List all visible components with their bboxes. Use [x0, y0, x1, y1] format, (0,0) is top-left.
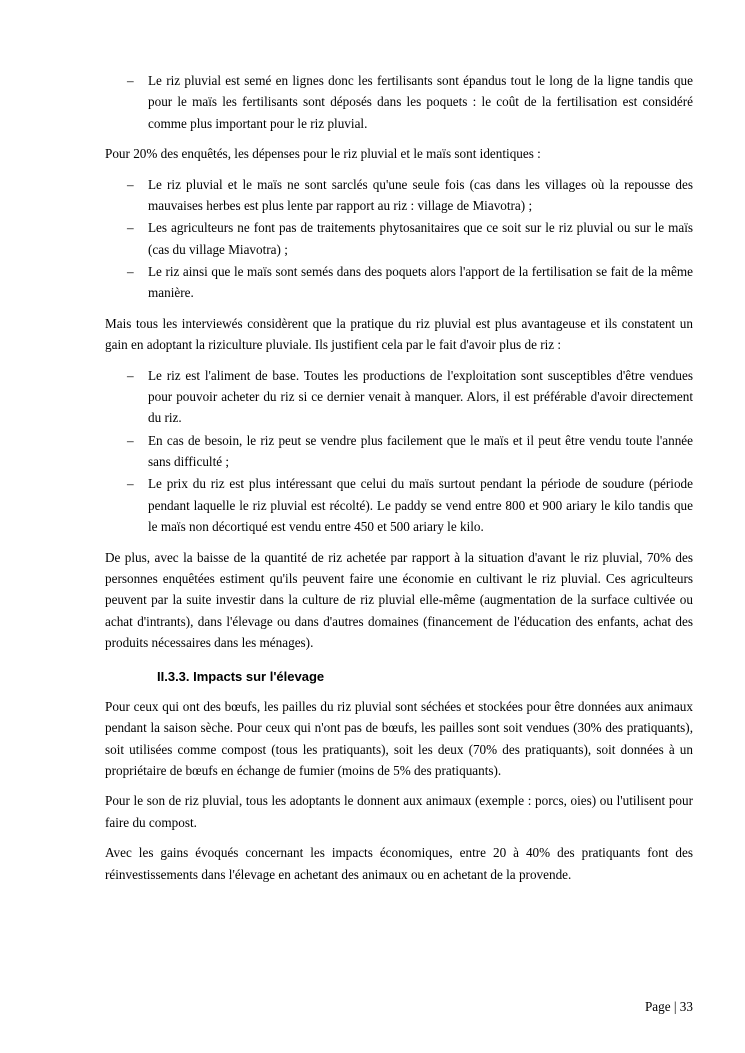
paragraph: Pour ceux qui ont des bœufs, les pailles du riz pluvial sont séchées et stockées pour être données aux animaux pendant la saison sèche. Pour ceux qui n'ont pas de bœufs, les pailles sont soit vendues (30% des pratiquants), soit utilisées comme compost (tous les pratiquants), soit les deux (70% des pratiquants), soit données à un propriétaire de bœufs en échange de fumier (moins de 5% des pratiquants). [105, 698, 693, 778]
list-item [105, 217, 693, 260]
list-item [105, 174, 693, 217]
list-item-text: Le riz est l'aliment de base. Toutes les productions de l'exploitation sont susceptibles d'être vendues pour pouvoir acheter du riz si ce dernier venait à manquer. Alors, il est préférable d'avoir directement du riz. [148, 367, 693, 426]
paragraph: Pour le son de riz pluvial, tous les adoptants le donnent aux animaux (exemple : porcs, oies) ou l'utilisent pour faire du compost. [105, 793, 693, 830]
list-item-text: Le riz pluvial et le maïs ne sont sarclés qu'une seule fois (cas dans les villages où la repousse des mauvaises herbes est plus lente par rapport au riz : village de Miavotra) ; [148, 176, 693, 213]
paragraph: Avec les gains évoqués concernant les impacts économiques, entre 20 à 40% des pratiquants font des réinvestissements dans l'élevage en achetant des animaux ou en achetant de la provende. [105, 845, 693, 882]
list-item-text: Les agriculteurs ne font pas de traitements phytosanitaires que ce soit sur le riz pluvial ou sur le maïs (cas du village Miavotra) ; [148, 220, 693, 257]
list-item-text: En cas de besoin, le riz peut se vendre plus facilement que le maïs et il peut être vendu toute l'année sans difficulté ; [148, 432, 693, 469]
bullet-marker: – [127, 367, 134, 383]
bullet-marker: – [127, 176, 134, 192]
list-item-text: Le riz ainsi que le maïs sont semés dans des poquets alors l'apport de la fertilisation se fait de la même manière. [148, 264, 693, 301]
bullet-marker: – [127, 73, 134, 88]
bullet-list-3 [105, 365, 693, 538]
list-item [105, 365, 693, 429]
list-item [105, 473, 693, 537]
list-item [105, 70, 693, 134]
bullet-marker: – [127, 476, 134, 492]
paragraph: De plus, avec la baisse de la quantité de riz achetée par rapport à la situation d'avant le riz pluvial, 70% des personnes enquêtées estiment qu'ils peuvent faire une économie en cultivant le riz pluvial. Ces agriculteurs peuvent par la suite investir dans la culture de riz pluvial elle-même (augmentation de la surface cultivée ou achat d'intrants), dans l'élevage ou dans d'autres domaines (financement de l'éducation des enfants, achat des produits nécessaires dans les ménages). [105, 549, 693, 650]
list-item [105, 261, 693, 304]
section-heading: II.3.3. Impacts sur l'élevage [157, 669, 325, 685]
paragraph: Mais tous les interviewés considèrent que la pratique du riz pluvial est plus avantageuse et ils constatent un gain en adoptant la riziculture pluviale. Ils justifient cela par le fait d'avoir plus de riz : [105, 315, 693, 353]
bullet-list-1 [105, 70, 693, 134]
page-footer: Page | 33 [644, 999, 693, 1014]
bullet-marker: – [127, 220, 134, 236]
list-item-text: Le riz pluvial est semé en lignes donc les fertilisants sont épandus tout le long de la ligne tandis que pour le maïs les fertilisants sont déposés dans les poquets : le coût de la fertilisation est considéré comme plus important pour le riz pluvial. [148, 73, 693, 131]
list-item [105, 430, 693, 473]
bullet-marker: – [127, 432, 134, 448]
bullet-list-2 [105, 174, 693, 304]
bullet-marker: – [127, 264, 134, 279]
page-content [105, 70, 693, 885]
paragraph: Pour 20% des enquêtés, les dépenses pour le riz pluvial et le maïs sont identiques : [105, 146, 541, 162]
list-item-text: Le prix du riz est plus intéressant que celui du maïs surtout pendant la période de soudure (période pendant laquelle le riz pluvial est récolté). Le paddy se vend entre 800 et 900 ariary le kilo tandis que le maïs non décortiqué est vendu entre 450 et 500 ariary le kilo. [148, 476, 693, 535]
